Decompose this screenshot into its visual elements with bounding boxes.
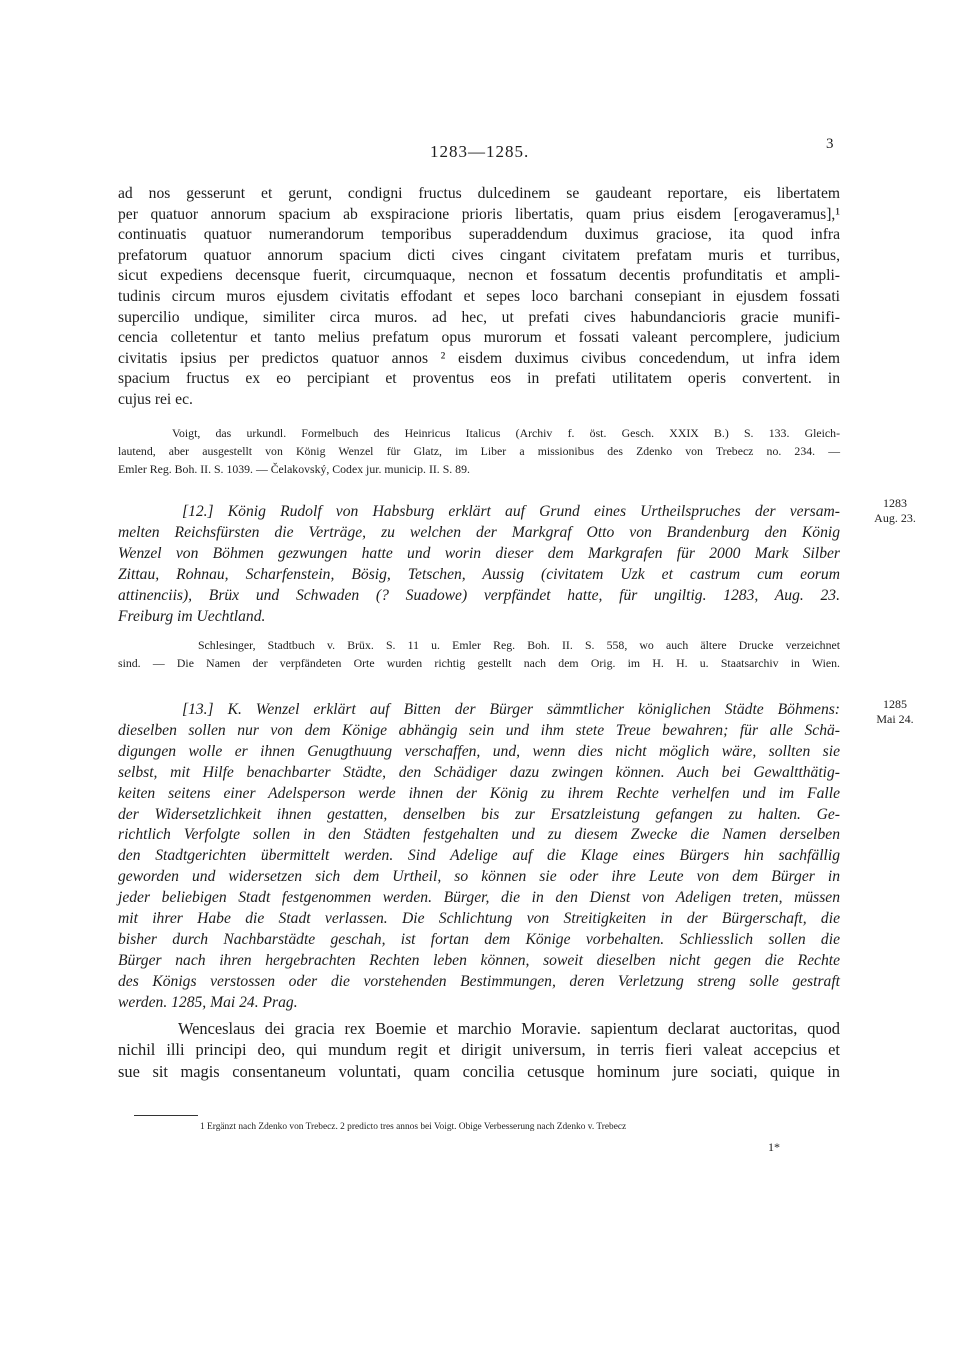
text-line: sue sit magis consentaneum voluntati, quam concilia cetusque hominum jure sociati, quique in [118, 1061, 840, 1081]
text-line: supercilio undique, similiter circa muros. ad hec, ut prefati cives habundancioris gracie munifi- [118, 308, 840, 326]
text-line: tudinis circum muros ejusdem civitatis effodant et sepes loco barchani consepiant in ejusdem fossati [118, 287, 840, 305]
regest-line: keiten seitens einer Adelsperson werde ihnen der König zu ihrem Rechte verhelfen und im Falle [118, 784, 840, 802]
regest-line: mit ihrer Habe die Stadt verlassen. Die Schlichtung von Streitigkeiten in der Bürgerschaft, die [118, 910, 840, 928]
regest-line: werden. 1285, Mai 24. Prag. [118, 993, 298, 1011]
document-12-source-note [118, 636, 840, 672]
page-number: 3 [826, 136, 834, 152]
document-11-source-note [118, 424, 840, 478]
footnote-divider [134, 1115, 198, 1116]
text-line: prefatorum quatuor annorum spacium dicti cives cingant civitatem prefatam muris et turribus, [118, 246, 840, 264]
regest-line: jeder beliebigen Stadt festgenommen werden. Bürger, die in den Dienst von Adeligen treten, müssen [118, 889, 840, 907]
text-line: per quatuor annorum spacium ab exspiracione prioris libertatis, quam prius eisdem [erogaveramus],¹ [118, 205, 840, 223]
note-line: Emler Reg. Boh. II. S. 1039. — Čelakovský, Codex jur. municip. II. S. 89. [118, 462, 470, 476]
note-line: Voigt, das urkundl. Formelbuch des Heinricus Italicus (Archiv f. öst. Gesch. XXIX B.) S. 133. Gleich- [172, 426, 840, 440]
regest-line: geworden und widersetzen sich dem Urtheil, so können sie oder ihre Leute von dem Bürger in [118, 868, 840, 886]
regest-line: selbst, mit Hilfe benachbarter Städte, den Schädiger dazu zwingen können. Auch bei Gewaltthätig- [118, 763, 840, 781]
text-line: continuatis quatuor numerandorum temporibus superaddendum duximus graciose, ita quod infra [118, 226, 840, 244]
signature-mark: 1* [768, 1140, 780, 1154]
document-11-text [118, 184, 840, 411]
regest-line: digungen wolle er ihnen Genugthuung verschaffen, und, wenn dies nicht möglich wäre, sollten sie [118, 742, 840, 760]
document-12-regest [118, 502, 840, 627]
date-year: 1283 [883, 496, 907, 510]
regest-line: melten Reichsfürsten die Verträge, zu welchen der Markgraf Otto von Brandenburg den König [118, 523, 840, 541]
page-title: 1283—1285. [430, 142, 530, 161]
regest-line: [12.] König Rudolf von Habsburg erklärt auf Grund eines Urtheilspruches der versam- [182, 503, 840, 520]
regest-line: richtlich Verfolgte sollen in den Städten festgehalten und zu diesem Zwecke die Namen derselben [118, 826, 840, 844]
text-line: ad nos gesserunt et gerunt, condigni fructus dulcedinem se gaudeant reportare, eis libertatem [118, 185, 840, 202]
regest-line: den Stadtgerichten übermittelt werden. Sind Adelige auf die Klage eines Bürgers hin sachfällig [118, 847, 840, 865]
note-line: Schlesinger, Stadtbuch v. Brüx. S. 11 u. Emler Reg. Boh. II. S. 558, wo auch ältere Drucke verzeichnet [198, 638, 840, 652]
text-line: sicut expediens decensque fuerit, circumquaque, necnon et fossatum decentis profunditatis et ampli- [118, 267, 840, 285]
text-line: cencia colletentur et tanto melius prefatum opus murorum et fossati valeant percomplere, judicium [118, 329, 840, 347]
regest-line: [13.] K. Wenzel erklärt auf Bitten der Bürger sämmtlicher königlichen Städte Böhmens: [182, 701, 840, 718]
text-line: Wenceslaus dei gracia rex Boemie et marchio Moravie. sapientum declarat auctoritas, quod [178, 1019, 840, 1038]
text-line: nichil illi principi deo, qui mundum regit et dirigit universum, in terris fieri valeat accepcius et [118, 1040, 840, 1060]
regest-line: Zittau, Rohnau, Scharfenstein, Bösig, Tetschen, Aussig (civitatem Uzk et castrum cum eorum [118, 565, 840, 583]
regest-line: Bürger nach ihren hergebrachten Rechten leben können, soweit dieselben nicht gegen die Rechte [118, 951, 840, 969]
regest-line: der Widersetzlichkeit ihnen gestatten, denselben bis zur Ersatzleistung gefangen zu halten. Ge- [118, 805, 840, 823]
document-13-date [860, 697, 930, 727]
document-12-date [860, 496, 930, 526]
date-year: 1285 [883, 697, 907, 711]
text-line: spacium fructus ex eo percipiant et proventus eos in prefati utilitatem operis convertent. in [118, 370, 840, 388]
regest-line: bisher durch Nachbarstädte geschah, ist fortan dem Könige vorbehalten. Schliesslich sollen die [118, 930, 840, 948]
regest-line: des Königs verstossen oder die vorstehenden Bestimmungen, deren Verletzung streng solle gestraft [118, 972, 840, 990]
regest-line: dieselben sollen nur von dem Könige abhängig sein und ihm stete Treue bewahren; für alle Schä- [118, 721, 840, 739]
document-13-regest [118, 700, 840, 1014]
date-day: Mai 24. [876, 712, 914, 726]
running-header [0, 136, 960, 166]
regest-line: attinenciis), Brüx und Schwaden (? Suadowe) verpfändet hatte, für ungiltig. 1283, Aug. 23. [118, 586, 840, 604]
document-13-text [118, 1018, 840, 1082]
text-line: cujus rei ec. [118, 390, 193, 408]
text-line: civitatis ipsius per predictos quatuor annos ² eisdem duximus civibus concedendum, ut infra idem [118, 349, 840, 367]
footnotes: 1 Ergänzt nach Zdenko von Trebecz. 2 predicto tres annos bei Voigt. Obige Verbesserung nach Zdenko v. Trebecz [200, 1122, 627, 1132]
note-line: sind. — Die Namen der verpfändeten Orte wurden richtig gestellt nach dem Orig. im H. H. u. Staatsarchiv in Wien. [118, 656, 840, 670]
regest-line: Wenzel von Böhmen gezwungen hatte und worin dieser dem Markgrafen für 2000 Mark Silber [118, 544, 840, 562]
regest-line: Freiburg im Uechtland. [118, 607, 266, 625]
note-line: lautend, aber ausgestellt von König Wenzel für Glatz, im Liber a missionibus des Zdenko von Trebecz no. 234. — [118, 444, 840, 458]
date-day: Aug. 23. [874, 511, 916, 525]
